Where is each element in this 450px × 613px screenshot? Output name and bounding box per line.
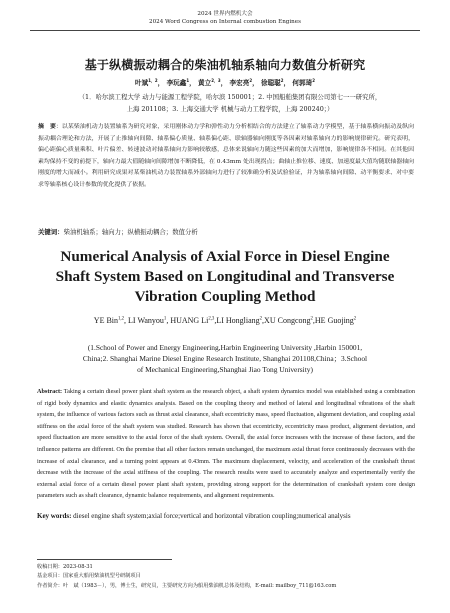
english-keywords — [37, 510, 415, 522]
en-title-line: Shaft System Based on Longitudinal and Transverse — [55, 268, 395, 285]
cn-author-sup: 2 — [312, 77, 315, 83]
cn-author-sup: 1 — [186, 77, 190, 83]
en-author-sup: 1,2 — [118, 316, 125, 322]
footnotes — [37, 563, 417, 591]
en-author-sup: 1 — [163, 316, 167, 322]
chinese-abstract: 摘 要：以某柴油机动力装置轴系为研究对象，采用刚体动力学和弹性动力分析相结合的方法建立了轴系动力学模型，基于轴系横向振动及纵向振动耦合理论和方法，开展了止推轴向间隙、轴系偏心质量、轴系偏心距、联轴器轴向刚度等各因素对轴系轴向力的影响规律研究。研究表明，偏心距偏心质量乘积、叶片偏差、转速波动对轴系轴向力影响较敏感，总体来说轴向力随这些因素的加大而增加，影响规律各不相同。在其他因素均保持不变的前提下，轴向力最大值随轴向间隙增加不断降低，在 0.43mm 处出现拐点；曲轴止推位移、速度、加速度最大值均随联轴器轴向刚度的增大而减小。利用研究成果对某柴油机动力装置轴系外部轴向力进行了较准确分析及试验验证，并为轴系轴向间隙、动平衡要求、对中要求等轴系核心设计参数的优化提供了依据。 — [38, 124, 415, 188]
english-authors: YE Bin$^{1,2}$, LI Wanyou$^1$, HUANG Li$^{2,3}$,LI Hongliang$^2$,XU Congcong$^2$,HE Guojing$^2$ — [93, 316, 357, 325]
english-abstract — [37, 386, 415, 502]
en-author-sup: 2 — [353, 316, 357, 322]
cn-affiliation-line: 上海 201108；3. 上海交通大学 机械与动力工程学院，上海 200240；） — [126, 105, 334, 113]
english-affiliations — [40, 342, 410, 375]
cn-keywords-text: 柴油机轴系；轴向力；纵横振动耦合；数值分析 — [63, 228, 198, 236]
en-keywords-label: Key words: — [37, 512, 72, 520]
en-title-line: Numerical Analysis of Axial Force in Diesel Engine — [60, 248, 390, 265]
chinese-keywords — [38, 227, 414, 236]
en-affiliation-line: China;2. Shanghai Marine Diesel Engine Research Institute, Shanghai 201108,China；3.School — [82, 354, 368, 363]
footnote-received: 收稿日期：2023-08-31 — [37, 564, 93, 570]
en-abstract-label: Abstract: — [37, 388, 63, 395]
en-author-sup: 2 — [259, 316, 263, 322]
en-keywords-text: diesel engine shaft system;axial force;vertical and horizontal vibration coupling;numerical analysis — [73, 512, 351, 520]
footnote-fund: 基金项目：国家重大船用柴油机型号研制项目 — [37, 573, 141, 580]
cn-author-name: 叶斌 — [135, 79, 149, 87]
en-author-name: LI Wanyou — [128, 316, 164, 325]
english-title — [0, 247, 450, 307]
cn-author-name: 徐聪聪 — [260, 79, 281, 87]
cn-abstract-text: 以某柴油机动力装置轴系为研究对象，采用刚体动力学和弹性动力分析相结合的方法建立了轴系动力学模型，基于轴系横向振动及纵向振动耦合理论和方法，开展了止推轴向间隙、轴系偏心质量、轴系偏心距、联轴器轴向刚度等各因素对轴系轴向力的影响规律研究。研究表明，偏心距偏心质量乘积、叶片偏差、转速波动对轴系轴向力影响较敏感，总体来说轴向力随这些因素的加大而增加，影响规律各不相同。在其他因素均保持不变的前提下，轴向力最大值随轴向间隙增加不断降低，在 0.43mm 处出现拐点；曲轴止推位移、速度、加速度最大值均随联轴器轴向刚度的增大而减小。利用研究成果对某柴油机动力装置轴系外部轴向力进行了较准确分析及试验验证，并为轴系轴向间隙、动平衡要求、对中要求等轴系核心设计参数的优化提供了依据。 — [38, 124, 415, 188]
chinese-affiliations — [35, 91, 425, 115]
cn-affiliation-line: （1．哈尔滨工程大学 动力与能源工程学院，哈尔滨 150001；2. 中国船舶集团有限公司第七一一研究所， — [78, 93, 382, 101]
chinese-authors: 叶斌$^{1,2}$， 李玩鑫$^1$， 黄立$^{2,3}$， 李宏亮$^2$， 徐聪聪$^2$， 何郭琦$^2$ — [135, 77, 315, 87]
cn-keywords-label: 关键词： — [38, 228, 64, 236]
cn-author-sup: 2 — [249, 77, 253, 83]
en-author-name: HE Guojing — [314, 316, 354, 325]
cn-author-sup: 2 — [280, 77, 284, 83]
en-affiliation-line: of Mechanical Engineering,Shanghai Jiao Tong University) — [137, 365, 313, 374]
cn-author-name: 李玩鑫 — [166, 79, 187, 87]
chinese-title: 基于纵横振动耦合的柴油机轴系轴向力数值分析研究 — [84, 58, 366, 72]
en-author-name: LI Hongliang — [216, 316, 260, 325]
en-author-sup: 2,3 — [208, 316, 215, 322]
cn-author-sup: 1，2 — [148, 77, 158, 83]
en-author-name: YE Bin — [93, 316, 119, 325]
en-author-sup: 2 — [310, 316, 313, 322]
en-affiliation-line: (1.School of Power and Energy Engineering,Harbin Engineering University ,Harbin 150001, — [87, 343, 363, 352]
running-header-en: 2024 Word Congress on Internal combustion Engines — [149, 19, 301, 25]
cn-author-name: 黄立 — [198, 79, 212, 87]
running-header-cn: 2024 世界内燃机大会 — [197, 11, 253, 17]
header-rule — [30, 30, 420, 31]
cn-author-name: 李宏亮 — [229, 79, 250, 87]
footnote-rule — [37, 559, 172, 560]
cn-author-sup: 2，3 — [211, 77, 221, 83]
en-abstract-text: Taking a certain diesel power plant shaft system as the research object, a shaft system dynamics model was established using a combination of rigid body dynamics and elastic dynamics analysis. Based on the coupling theory and method of lateral and longitudinal vibrations of the shaft system, the influence of various factors such as thrust axial clearance, shaft eccentricity mass, speed fluctuation, alignment deviation, and coupling axial stiffness on the axial force of the shaft system was studied. Research has shown that eccentricity, eccentricity mass product, alignment deviation, and speed fluctuation are more sensitive to the axial force of the shaft system. Overall, the axial force increases with the increase of these factors, and the influence patterns are different. On the premise that all other factors remain unchanged, the maximum axial thrust force continuously decreases with the increase of axial clearance, and a turning point appears at 0.43mm. The maximum displacement, velocity, and acceleration of the crankshaft thrust decrease with the increase of the axial stiffness of the coupling. The research results were used to accurately analyze and experimentally verify the external axial force of a certain diesel power plant shaft system, providing strong support for the determination of crankshaft system core design parameters such as shaft clearance, dynamic balance requirements, and alignment requirements. — [37, 388, 415, 500]
footnote-author: 作者简介：叶 斌（1983－），男，博士生，研究员，主要研究方向为船用柴油机总体及结构，E-mail: mailboy_711@163.com — [37, 582, 337, 589]
cn-author-name: 何郭琦 — [292, 79, 313, 87]
en-author-name: HUANG Li — [170, 316, 209, 325]
en-author-name: XU Congcong — [264, 316, 311, 325]
cn-abstract-label: 摘 要 — [38, 124, 56, 130]
en-title-line: Vibration Coupling Method — [134, 288, 316, 305]
